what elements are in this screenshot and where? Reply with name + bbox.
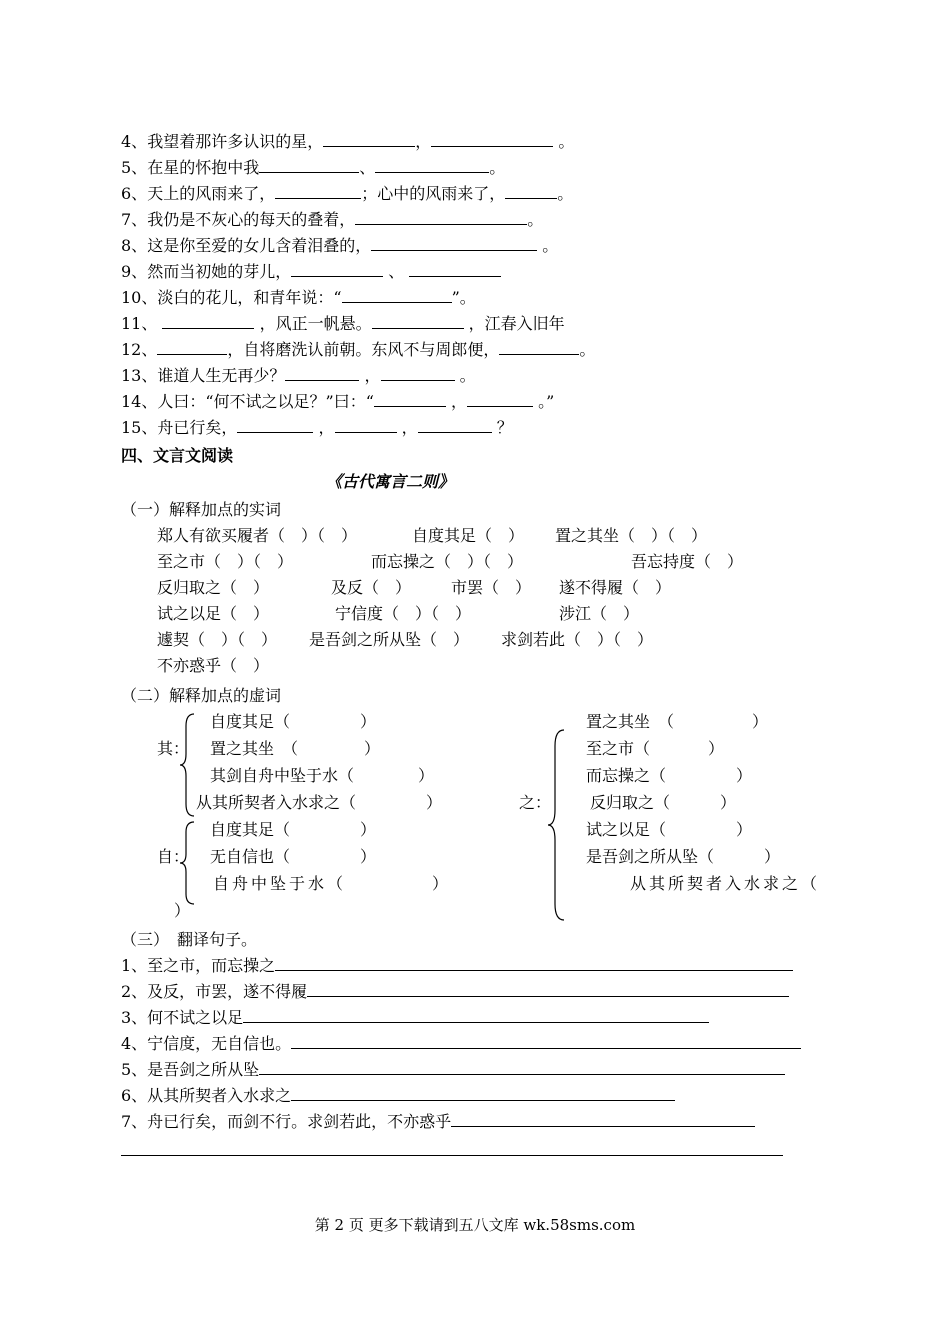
answer-blank[interactable] [259, 158, 359, 173]
translate-item: 6、从其所契者入水求之 [121, 1086, 675, 1106]
answer-blank[interactable] [275, 184, 361, 199]
translate-item: 1、至之市，而忘操之 [121, 956, 793, 976]
answer-blank[interactable] [372, 314, 464, 329]
closing-paren: ） [174, 901, 191, 920]
answer-blank[interactable] [291, 1034, 801, 1049]
zhi-item: 至之市（ ） [586, 739, 725, 758]
question-4: 4、我望着那许多认识的星， ， 。 [121, 132, 575, 151]
answer-blank[interactable] [371, 236, 537, 251]
brace-icon [178, 820, 196, 906]
question-9: 9、然而当初她的芽儿， 、 [121, 262, 501, 282]
zhi-item: 置之其坐 （ ） [586, 712, 769, 731]
part3-heading: （三） 翻译句子。 [121, 930, 258, 949]
answer-blank[interactable] [505, 184, 557, 199]
answer-blank[interactable] [431, 132, 553, 147]
answer-blank[interactable] [291, 262, 383, 277]
answer-blank[interactable] [409, 262, 501, 277]
question-8: 8、这是你至爱的女儿含着泪叠的， 。 [121, 236, 559, 255]
part2-heading: （二）解释加点的虚词 [121, 686, 282, 705]
answer-blank[interactable] [243, 1008, 709, 1023]
question-6: 6、天上的风雨来了， ；心中的风雨来了， 。 [121, 184, 574, 203]
section-heading: 四、文言文阅读 [121, 446, 234, 465]
answer-line[interactable] [121, 1155, 783, 1156]
answer-blank[interactable] [381, 366, 455, 381]
question-14: 14、人曰：“何不试之以足？”曰：“ ， 。” [121, 392, 555, 411]
answer-blank[interactable] [162, 314, 254, 329]
translate-item: 2、及反，市罢，遂不得履 [121, 982, 789, 1002]
answer-blank[interactable] [323, 132, 415, 147]
answer-blank[interactable] [307, 982, 789, 997]
answer-blank[interactable] [237, 418, 313, 433]
qi-item: 自度其足（ ） [210, 712, 377, 731]
question-13: 13、谁道人生无再少？ ， 。 [121, 366, 476, 385]
translate-item: 4、宁信度，无自信也。 [121, 1034, 801, 1054]
zi-label: 自： [157, 847, 190, 866]
qi-item: 从其所契者入水求之（ ） [196, 793, 443, 812]
answer-blank[interactable] [275, 956, 793, 971]
answer-blank[interactable] [375, 158, 489, 173]
zhi-label: 之： [519, 793, 552, 812]
answer-blank[interactable] [418, 418, 492, 433]
question-10: 10、淡白的花儿，和青年说：“ ”。 [121, 288, 476, 307]
translate-item: 7、舟已行矣，而剑不行。求剑若此，不亦惑乎 [121, 1112, 755, 1132]
answer-blank[interactable] [499, 340, 579, 355]
question-15: 15、舟已行矣， ， ， ？ [121, 418, 513, 437]
answer-blank[interactable] [291, 1086, 675, 1101]
question-7: 7、我仍是不灰心的每天的叠着， 。 [121, 210, 544, 229]
zhi-item: 而忘操之（ ） [586, 766, 753, 785]
answer-blank[interactable] [342, 288, 452, 303]
question-5: 5、在星的怀抱中我 、 。 [121, 158, 506, 177]
answer-blank[interactable] [285, 366, 359, 381]
part1-row: 不亦惑乎（ ） [157, 656, 270, 675]
page-footer: 第 2 页 更多下载请到五八文库 wk.58sms.com [314, 1216, 636, 1234]
answer-blank[interactable] [259, 1060, 785, 1075]
zhi-item: 反归取之（ ） [590, 793, 737, 812]
zi-item: 自度其足（ ） [210, 820, 377, 839]
answer-blank[interactable] [355, 210, 527, 225]
translate-item: 3、何不试之以足 [121, 1008, 709, 1028]
zhi-item: 从其所契者入水求之（ [630, 874, 821, 893]
question-12: 12、 ，自将磨洗认前朝。东风不与周郎便， 。 [121, 340, 596, 359]
qi-item: 其剑自舟中坠于水（ ） [210, 766, 435, 785]
question-11: 11、 ，风正一帆悬。 ，江春入旧年 [121, 314, 565, 333]
answer-blank[interactable] [374, 392, 446, 407]
story-title: 《古代寓言二则》 [326, 472, 455, 491]
part1-heading: （一）解释加点的实词 [121, 500, 282, 519]
zi-item: 自舟中坠于水（ ） [213, 874, 452, 893]
qi-item: 置之其坐 （ ） [210, 739, 381, 758]
zhi-item: 试之以足（ ） [586, 820, 753, 839]
brace-icon [546, 728, 566, 922]
zhi-item: 是吾剑之所从坠（ ） [586, 847, 781, 866]
answer-blank[interactable] [335, 418, 397, 433]
answer-blank[interactable] [467, 392, 533, 407]
brace-icon [178, 712, 196, 818]
translate-item: 5、是吾剑之所从坠 [121, 1060, 785, 1080]
answer-blank[interactable] [451, 1112, 755, 1127]
zi-item: 无自信也（ ） [210, 847, 377, 866]
answer-blank[interactable] [157, 340, 227, 355]
qi-label: 其： [157, 739, 190, 758]
